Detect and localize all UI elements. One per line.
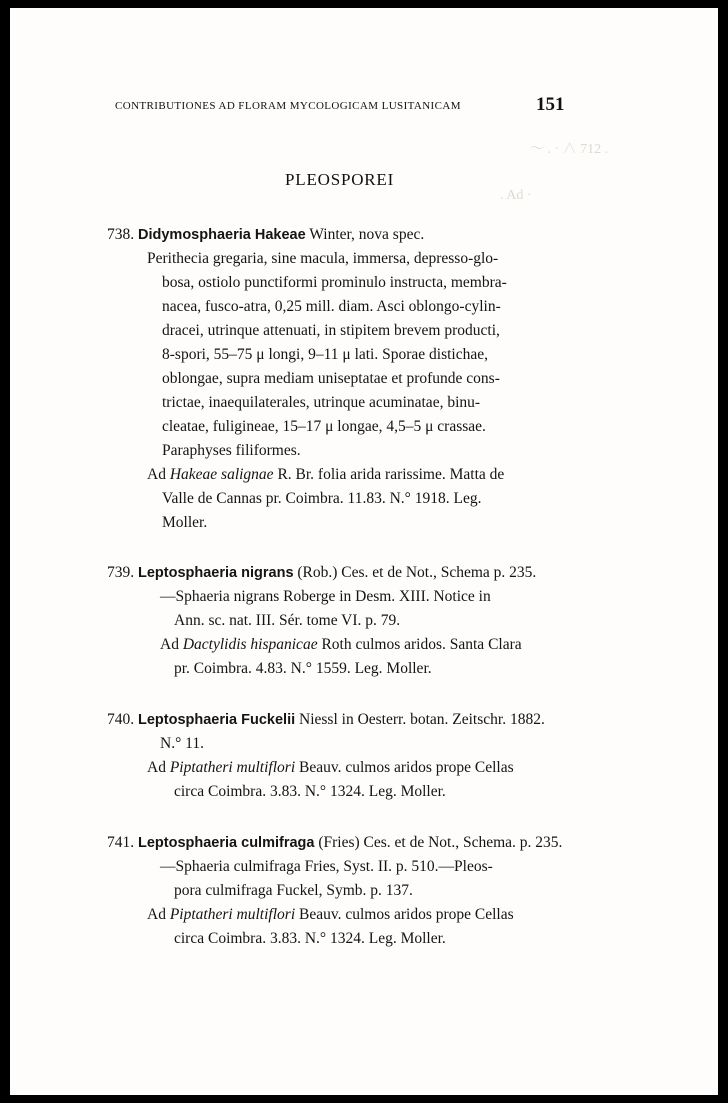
description-line: dracei, utrinque attenuati, in stipitem brevem producti,	[162, 322, 500, 339]
description-line: trictae, inaequilaterales, utrinque acuminatae, binu-	[162, 394, 481, 411]
synonymy-line: —Sphaeria culmifraga Fries, Syst. II. p. 510.—Pleos-	[160, 858, 493, 875]
host-line: Ad Piptatheri multiflori Beauv. culmos aridos prope Cellas	[147, 759, 514, 776]
description-line: bosa, ostiolo punctiformi prominulo instructa, membra-	[162, 274, 507, 291]
species-name: Leptosphaeria culmifraga	[138, 835, 315, 851]
authority: (Rob.) Ces. et de Not., Schema p. 235.	[297, 564, 537, 581]
running-title: CONTRIBUTIONES AD FLORAM MYCOLOGICAM LUSITANICAM	[115, 100, 461, 112]
entry-number: 739.	[107, 564, 135, 581]
locality-line: circa Coimbra. 3.83. N.° 1324. Leg. Moller.	[174, 930, 446, 947]
locality-line: pr. Coimbra. 4.83. N.° 1559. Leg. Moller.	[174, 660, 432, 677]
authority: Niessl in Oesterr. botan. Zeitschr. 1882.	[299, 711, 545, 728]
host-line: Ad Piptatheri multiflori Beauv. culmos aridos prope Cellas	[147, 906, 514, 923]
page-number: 151	[536, 94, 565, 115]
synonymy-line: N.° 11.	[160, 735, 204, 752]
synonymy-line: pora culmifraga Fuckel, Symb. p. 137.	[174, 882, 413, 899]
host-name: Dactylidis hispanicae	[182, 636, 318, 653]
entry-number: 741.	[107, 834, 135, 851]
description-line: oblongae, supra mediam uniseptatae et profunde cons-	[162, 370, 500, 387]
locality-line: Valle de Cannas pr. Coimbra. 11.83. N.° 1918. Leg.	[162, 490, 482, 507]
entry-738-heading	[107, 226, 424, 244]
synonymy-line: —Sphaeria nigrans Roberge in Desm. XIII. Notice in	[160, 588, 491, 605]
authority: Winter, nova spec.	[309, 226, 425, 243]
description-line: cleatae, fuligineae, 15–17 μ longae, 4,5–5 μ crassae.	[162, 418, 486, 435]
entry-number: 738.	[107, 226, 135, 243]
locality-line: circa Coimbra. 3.83. N.° 1324. Leg. Moller.	[174, 783, 446, 800]
description-line: 8-spori, 55–75 μ longi, 9–11 μ lati. Sporae distichae,	[162, 346, 488, 363]
locality-line: Moller.	[162, 514, 208, 531]
description-line: Paraphyses filiformes.	[162, 442, 301, 459]
host-name: Piptatheri multiflori	[169, 759, 296, 776]
authority: (Fries) Ces. et de Not., Schema. p. 235.	[318, 834, 563, 851]
entry-number: 740.	[107, 711, 135, 728]
host-line: Ad Dactylidis hispanicae Roth culmos aridos. Santa Clara	[160, 636, 522, 653]
species-name: Leptosphaeria nigrans	[138, 565, 294, 581]
description-line: Perithecia gregaria, sine macula, immersa, depresso-glo-	[147, 250, 499, 267]
entry-740-heading	[107, 711, 545, 729]
book-page	[10, 8, 718, 1095]
entry-739-heading	[107, 564, 536, 582]
species-name: Didymosphaeria Hakeae	[138, 227, 306, 243]
section-title: PLEOSPOREI	[285, 170, 395, 189]
host-name: Piptatheri multiflori	[169, 906, 296, 923]
bleed-through-decoration: . Ad ·	[500, 188, 532, 203]
synonymy-line: Ann. sc. nat. III. Sér. tome VI. p. 79.	[174, 612, 401, 629]
bleed-through-decoration: 〜 . · ∧ 712 .	[530, 142, 609, 157]
host-name: Hakeae salignae	[169, 466, 274, 483]
description-line: nacea, fusco-atra, 0,25 mill. diam. Asci oblongo-cylin-	[162, 298, 501, 315]
species-name: Leptosphaeria Fuckelii	[138, 712, 296, 728]
host-line: Ad Hakeae salignae R. Br. folia arida rarissime. Matta de	[147, 466, 505, 483]
entry-741-heading	[107, 834, 562, 852]
